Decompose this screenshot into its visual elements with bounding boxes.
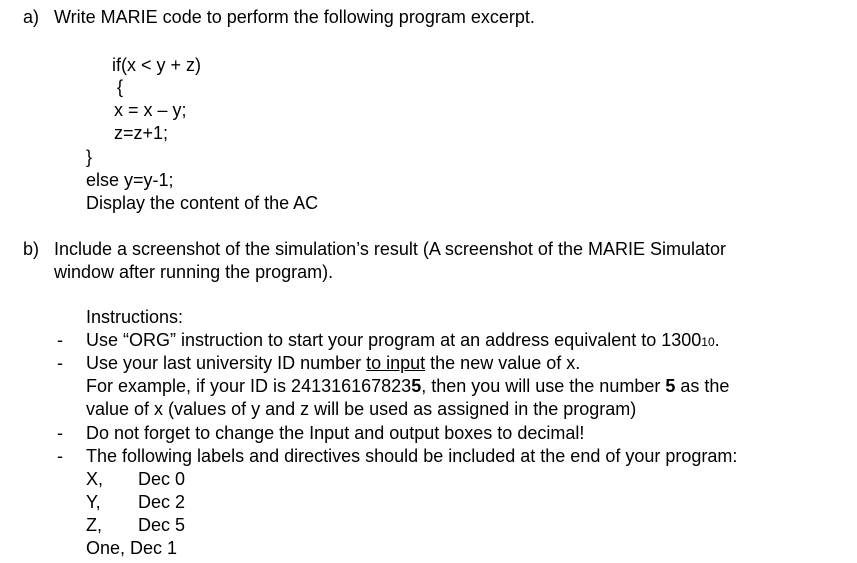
instruction-org-end: . [714,330,720,350]
part-b-heading-line2: window after running the program). [54,262,334,282]
bullet-1: - [57,330,63,350]
instruction-org-subscript: 10 [701,335,715,349]
part-a-heading: Write MARIE code to perform the following program excerpt. [54,7,535,27]
code-line-assign-x: x = x – y; [114,100,187,120]
label-value: Dec 2 [138,492,186,512]
example-bold-digit: 5 [411,376,422,396]
example-pre: For example, if your ID is 241316167823 [86,376,412,396]
instruction-item-labels: The following labels and directives should be included at the end of your program: [86,446,738,466]
label-name: X, [86,469,104,489]
example-mid: , then you will use the number [421,376,666,396]
example-post: as the [675,376,730,396]
instruction-example-line2: value of x (values of y and z will be used as assigned in the program) [86,399,637,419]
code-line-assign-z: z=z+1; [114,123,169,143]
instruction-example-line [86,375,729,397]
label-name: Y, [86,492,101,512]
part-b-marker: b) [23,239,40,259]
bullet-2: - [57,353,63,373]
code-line-display: Display the content of the AC [86,193,319,213]
bullet-3: - [57,423,63,443]
label-name: Z, [86,515,102,535]
label-row-y [86,491,185,513]
instruction-input-pre: Use your last university ID number [86,353,367,373]
code-line-open-brace: { [117,77,124,97]
instruction-input-post: the new value of x. [425,353,581,373]
code-line-close-brace: } [86,147,93,167]
label-value: Dec 0 [138,469,186,489]
code-line-else: else y=y-1; [86,170,174,190]
instructions-title: Instructions: [86,307,184,327]
label-row-x [86,468,185,490]
bullet-4: - [57,446,63,466]
instruction-org-text: Use “ORG” instruction to start your program at an address equivalent to 1300 [86,330,702,350]
instruction-item-input [86,352,580,374]
part-b-heading-line1: Include a screenshot of the simulation’s result (A screenshot of the MARIE Simulator [54,239,726,259]
part-a-marker: a) [23,7,40,27]
example-bold-number: 5 [665,376,676,396]
instruction-item-decimal: Do not forget to change the Input and output boxes to decimal! [86,423,585,443]
label-row-z [86,514,185,536]
label-row-one: One, Dec 1 [86,538,178,558]
instruction-item-org [86,329,720,353]
instruction-input-underlined: to input [366,353,426,373]
label-value: Dec 5 [138,515,186,535]
code-line-if: if(x < y + z) [112,55,202,75]
